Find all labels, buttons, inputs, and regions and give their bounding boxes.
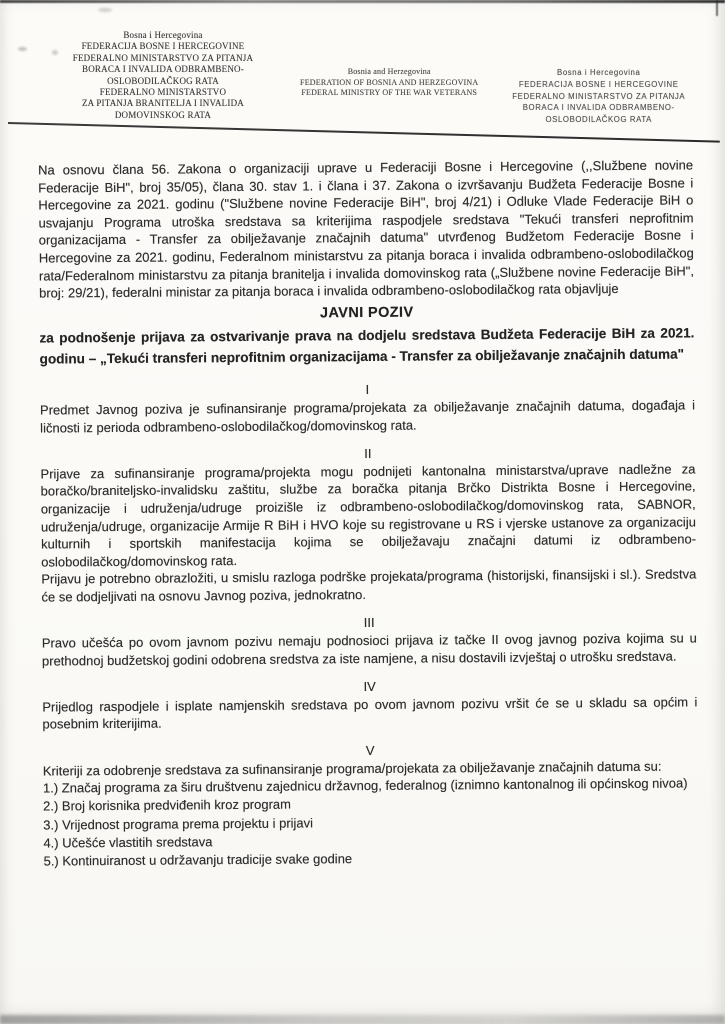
doc-block-list: 5.) Kontinuiranost u održavanju tradicije svake godine [43, 851, 353, 869]
letterhead-line: FEDERATION OF BOSNIA AND HERZEGOVINA [300, 77, 479, 87]
letterhead-line: OSLOBODILAČKOG RATA [107, 75, 219, 86]
letterhead [42, 30, 703, 126]
doc-block-list: 2.) Broj korisnika predviđenih kroz program [43, 797, 292, 814]
document-body [38, 156, 699, 870]
doc-block-para: Prijave za sufinansiranje programa/projekta mogu podnijeti kantonalna ministarstva/uprave nadležne za boračko/braniteljsko-invalidsku zaštitu, službe za boračka pitanja Brčko Distrikta Bosne i Hercegovine, organizacije i udruženja/udruge proizišle iz odbrambeno-oslobodilačkog/domovinskog rata, SABNOR, udruženja/udruge, organizacije Armije R BiH i HVO koje su registrovane u RS i vjerske ustanove za organizaciju kulturnih i sportskih manifestacija kojima se obilježavaju značajni datumi iz odbrambeno-oslobodilačkog/domovinskog rata. [40, 461, 697, 570]
letterhead-line: FEDERAL MINISTRY OF THE WAR VETERANS [301, 88, 478, 97]
doc-block-marker: II [364, 446, 372, 462]
letterhead-line: Bosnia and Herzegovina [347, 67, 431, 76]
letterhead-line: FEDERALNO MINISTARSTVO ZA PITANJA [512, 91, 686, 101]
letterhead-line: Bosna i Hercegovina [557, 68, 641, 77]
scan-artifact-smudge [18, 47, 27, 51]
letterhead-line: OSLOBODILAČKOG RATA [545, 115, 652, 125]
doc-block-marker: III [363, 615, 375, 631]
doc-block-title: JAVNI POZIV [319, 304, 414, 322]
doc-block-para: Kriteriji za odobrenje sredstava za sufinansiranje programa/projekata za obilježavanje značajnih datuma su: [42, 758, 662, 779]
letterhead-line: FEDERACIJA BOSNE I HERCEGOVINE [81, 41, 245, 52]
doc-block-marker: IV [363, 679, 376, 695]
letterhead-line: FEDERALNO MINISTARSTVO ZA PITANJA [72, 52, 254, 63]
scan-artifact-bottom-shadow [0, 1015, 725, 1024]
letterhead-line: DOMOVINSKOG RATA [114, 109, 212, 120]
letterhead-left-bosnian [42, 30, 284, 126]
letterhead-line: BORACA I INVALIDA ODBRAMBENO- [82, 64, 244, 75]
doc-block-marker: V [365, 742, 375, 759]
scan-artifact-corner-tick [716, 0, 718, 16]
doc-block-para: Prijavu je potrebno obrazložiti, u smislu razloga podrške projekata/programa (historijski, finansijski i sl.). Sredstva će se dodjeljivati na osnovu Javnog poziva, jednokratno. [41, 566, 697, 605]
scan-artifact-smudge [98, 8, 112, 12]
doc-block-lead: za podnošenje prijava za ostvarivanje prava na dodjelu sredstava Budžeta Federacije BiH za 2021. godinu – „Tekući transferi neprofitnim organizacijama - Transfer za obilježavanje značajnih datuma" [39, 325, 695, 367]
letterhead-line: FEDERALNO MINISTARSTVO [99, 87, 227, 98]
doc-block-list: 3.) Vrijednost programa prema projektu i prijavi [43, 815, 314, 833]
letterhead-center-english [284, 67, 495, 126]
doc-block-para: Pravo učešća po ovom javnom pozivu nemaju podnosioci prijava iz tačke II ovog javnog poziva kojima su u prethodnoj budžetskoj godini odobrena sredstva za iste namjene, a nisu dostavili izvještaj o utrošku sredstava. [41, 630, 697, 669]
doc-block-list: 4.) Učešće vlastitih sredstava [43, 834, 213, 851]
letterhead-line: Bosna i Hercegovina [123, 30, 203, 40]
letterhead-line: FEDERACIJA BOSNE I HERCEGOVINE [518, 79, 679, 89]
doc-block-para: Prijedlog raspodjele i isplate namjenskih sredstava po ovom javnom pozivu vršit će se u skladu sa općim i posebnim kriterijima. [42, 694, 698, 732]
letterhead-right-bosnian [494, 67, 703, 126]
letterhead-line: BORACA I INVALIDA ODBRAMBENO- [522, 103, 675, 113]
doc-block-para: Predmet Javnog poziva je sufinansiranje programa/projekata za obilježavanje značajnih datuma, događaja i ličnosti iz perioda odbrambeno-oslobodilačkog/domovinskog rata. [39, 397, 696, 436]
doc-block-marker: I [365, 382, 370, 398]
doc-block-list: 1.) Značaj programa za širu društvenu zajednicu državnog, federalnog (iznimno kantonalnog ili općinskog nivoa) [42, 775, 688, 796]
doc-block-para: Na osnovu člana 56. Zakona o organizaciji uprave u Federaciji Bosne i Hercegovine (,,Službene novine Federacije BiH", broj 35/05), člana 30. stav 1. i člana i 37. Zakona o izvršavanju Budžeta Federacije Bosne i Hercegovine za 2021. godinu ("Službene novine Federacije BiH", broj 4/21) i Odluke Vlade Federacije BiH o usvajanju Programa utroška sredstava sa kriterijima raspodjele sredstava "Tekući transferi neprofitnim organizacijama - Transfer za obilježavanje značajnih datuma" utvrđenog Budžetom Federacije Bosne i Hercegovine za 2021. godinu, Federalnom ministarstvu za pitanja boraca i invalida odbrambeno-oslobodilačkog rata/Federalnom ministarstvu za pitanja branitelja i invalida domovinskog rata („Službene novine Federacije BiH", broj: 29/21), federalni ministar za pitanja boraca i invalida odbrambeno-oslobodilačkog rata objavljuje [38, 157, 694, 301]
scan-artifact-top-edge [0, 0, 725, 3]
letterhead-line: ZA PITANJA BRANITELJA I INVALIDA [81, 98, 244, 109]
